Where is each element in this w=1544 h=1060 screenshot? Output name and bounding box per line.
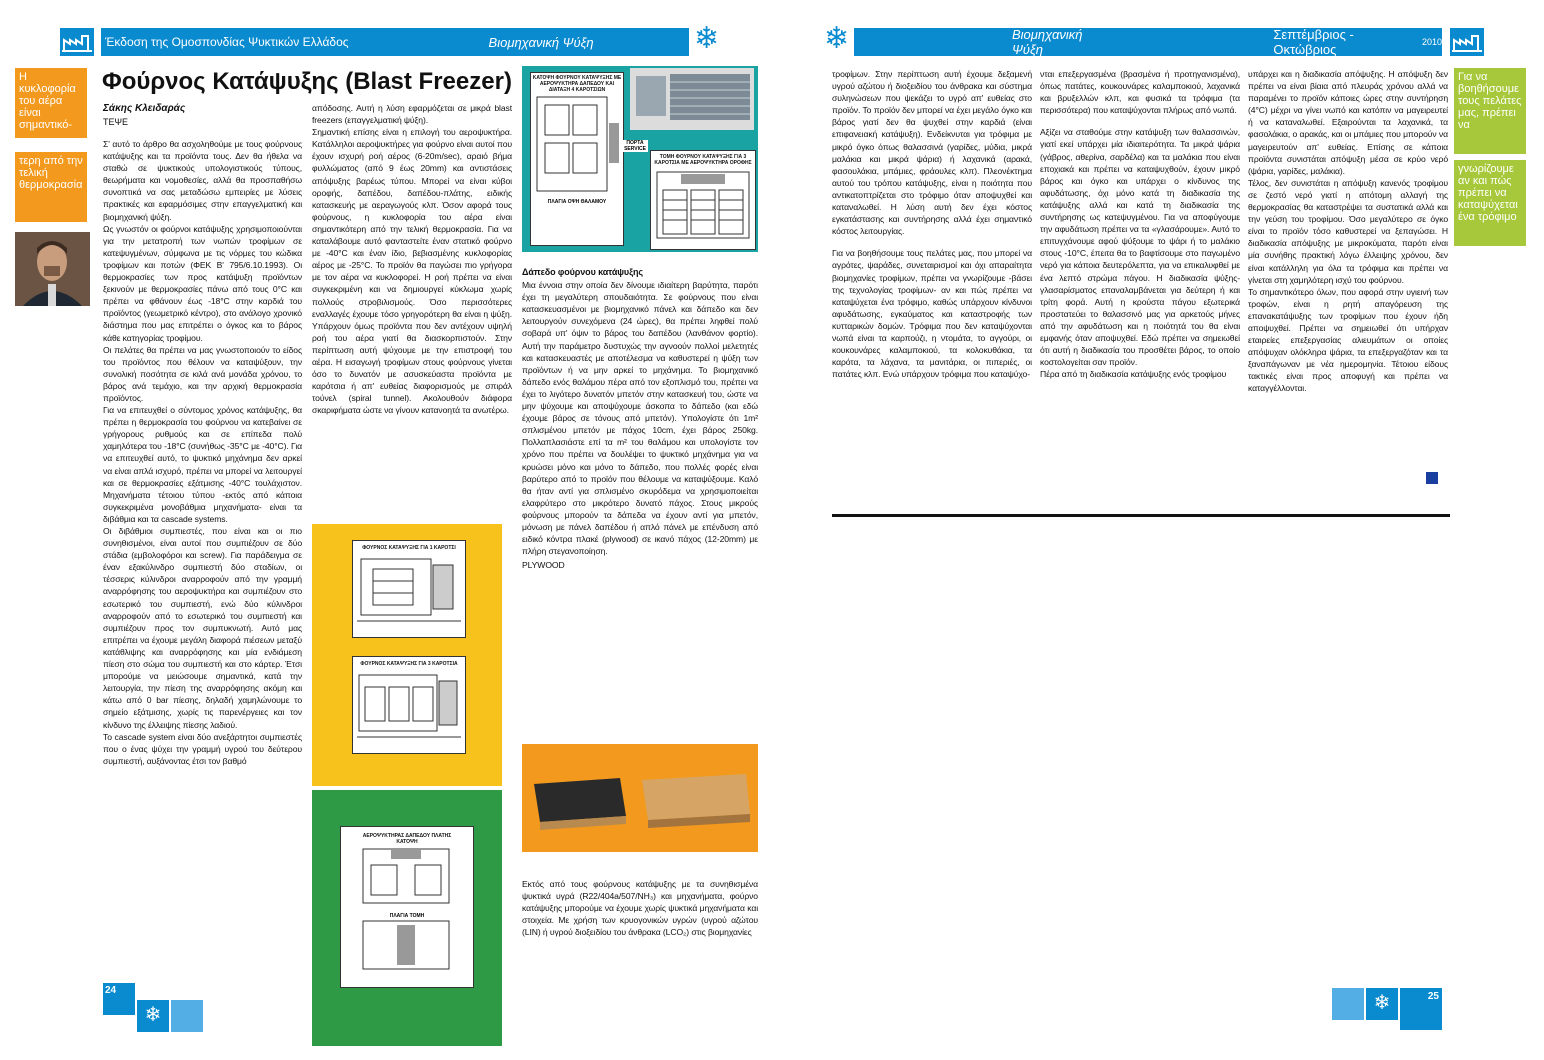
pull-quote-2-text: τερη από την τελική θερμοκρασία [19, 155, 83, 191]
right-header-bar [854, 28, 1442, 56]
snowflake-footer-icon: ❄ [1366, 988, 1398, 1020]
figure-floor-label: ΠΛΑΓΙΑ ΟΨΗ ΘΑΛΑΜΟΥ [547, 199, 607, 205]
left-column-1 [103, 138, 302, 983]
green-figure-panel [312, 790, 502, 1046]
pull-quote-orange-1 [15, 68, 87, 138]
right-column-2 [1040, 68, 1240, 508]
snowflake-icon: ❄ [824, 22, 850, 55]
figure-caption: ΑΕΡΟΨΥΚΤΗΡΑΣ ΔΑΠΕΔΟΥ ΠΛΑΤΗΣ [362, 833, 452, 839]
paragraph: Πέρα από τη διαδικασία κατάψυξης ενός τροφίμου [1040, 369, 1227, 380]
pull-quote-orange-2 [15, 152, 87, 222]
page-number-tile [103, 983, 135, 1015]
issue-date: Σεπτέμβριος - Οκτώβριος [1273, 27, 1354, 57]
factory-logo-icon [1450, 28, 1484, 56]
section-heading: Δάπεδο φούρνου κατάψυξης [522, 267, 643, 277]
article-title: Φούρνος Κατάψυξης (Blast Freezer) [102, 68, 512, 95]
figure-caption: ΦΟΥΡΝΟΣ ΚΑΤΑΨΥΞΗΣ ΓΙΑ 3 ΚΑΡΟΤΣΙΑ [360, 661, 458, 667]
paragraph: απόδοσης. Αυτή η λύση εφαρμόζεται σε μικρά blast freezers (επαγγελματική ψύξη). [312, 103, 512, 126]
paragraph: Μια έννοια στην οποία δεν δίνουμε ιδιαίτερη βαρύτητα, παρότι έχει τη μεγαλύτερη σπουδαιότητα. Σε φούρνους που είναι κατασκευασμένοι με βιομηχανικό πάνελ και δάπεδο και δεν λειτουργούν συνεχόμενα (24 ώρες), θα πρέπει ληφθεί πολύ σοβαρά υπ' όψιν το βάρος του δαπέδου (λανθάνον φορτίο). Αυτή την παράμετρο δυστυχώς την αγνοούν πολλοί μελετητές και κατασκευαστές με αποτέλεσμα να καθυστερεί η ψύξη των προϊόντων ή να μην αρκεί το μηχάνημα. Το βιομηχανικό δάπεδο ενός θαλάμου πέρα από τον εξοπλισμό του, πρέπει να έχει το λιγότερο δυνατόν μπετόν στην κατασκευή του, ώστε να μην ψύχουμε και αποψύχουμε άσκοπα το δάπεδο (και εδώ έχουμε βάρος σε τόνους από μπετόν). Υπολογίστε ότι 1m² σπλισμένου μπετόν με πάχος 10cm, έχει βάρος 250kg. Πολλαπλασιάστε επί τα m² του θαλάμου και υπολογίστε τον χρόνο που πρέπει να δουλέψει το ψυκτικό μηχάνημα για να κρυώσει μόνο και μόνο το δάπεδο, που πολλές φορές είναι βαρύτερο από το προϊόν που θέλουμε να καταψύξουμε. Καλό θα ήταν αντί για σπλισμένο σκυρόδεμα να χρησιμοποιείται ελαφρύτερο στο μικρότερο δυνατό πάχος. Στους μικρούς φούρνους μπορούν τα δάπεδα να έχουν αντί για μπετόν, μόνωση με πάνελ δαπέδου ή απλό πάνελ με επένδυση από ειδικό κόντρα πλακέ (plywood) σε ικανό πάχος (12-20mm) με πλήρη στεγανοποίηση. [522, 280, 758, 557]
photo-blast-freezer [630, 68, 754, 130]
section-title: Βιομηχανική Ψύξη [1012, 27, 1083, 57]
figure-plan-4-carts [530, 72, 624, 246]
paragraph: Οι διβάθμιοι συμπιεστές, που είναι και οι πιο συνηθισμένοι, είναι αυτοί που συμπιέζουν σε δύο στάδια (εμβολοφόροι και screw). Για παράδειγμα σε έναν εξακύλινδρο συμπιεστή δύο σταδίων, οι τέσσερις κύλινδροι αναρροφούν από την γραμμή αναρρόφησης του αεροψυκτήρα και συμπιέζουν στο εσωτερικό του συμπιεστή, ενώ δύο κύλινδροι αναρροφούν από το εσωτερικό του συμπιεστή και συμπιέζουν προς τον συμπυκνωτή. Αυτό μας επιτρέπει να έχουμε μεγάλη διαφορά πιέσεων μεταξύ κατάθλιψης και αναρρόφησης και μία ενδιάμεση πίεση στο σώμα του συμπιεστή και στο κάρτερ. Έτσι μπορούμε να μειώσουμε σημαντικά, κατά την λειτουργία, την πίεση της αναρρόφησης ακόμη και κάτω από 0 bar πίεσης, δηλαδή χαμηλώνουμε το σημείο εξάτμισης, χωρίς τις παρενέργειες και τον κίνδυνο της έλλειψης πίεσης λαδιού. [103, 526, 302, 730]
paragraph: Αξίζει να σταθούμε στην κατάψυξη των θαλασσινών, γιατί εκεί υπάρχει μία ιδιαιτερότητα. Τα μικρά ψάρια (γάβρος, αθερίνα, σαρδέλα) και τα μαλάκια που είναι εποχιακά και πρέπει να καταψυχθούν, έχουν μικρό βάρος και όγκο και υπάρχει ο κίνδυνος της αφυδάτωσης, όχι μόνο κατά τη διαδικασία της κατάψυξης αλλά και κατά τη διαδικασία της συντήρησης ως κατεψυγμένου. Για να αποφύγουμε την αφυδάτωση πρέπει να τα «γλασάρουμε». Αυτό το επιτυγχάνουμε αφού ψύξουμε το ψάρι ή το μαλάκιο στους -10°C, έπειτα θα το βαφτίσουμε στο παγωμένο νερό για κάποια δευτερόλεπτα, για να επικαλυφθεί με ένα λεπτό στρώμα πάγου. Η διαδικασία ψύξης-γλασαρίσματος επαναλαμβάνεται για δεύτερη ή και τρίτη φορά. Αυτή η κρούστα πάγου εξωτερικά προστατεύει το θαλασσινό μας για αρκετούς μήνες από την αφυδάτωση και η ποιότητά του θα είναι εμφανής όταν αποψυχθεί. Εδώ πρέπει να σημειωθεί ότι αυτή η διαδικασία του προσθέτει βάρος, το οποίο κοστολογείται σαν προϊόν. [1040, 127, 1240, 368]
paragraph: Για να επιτευχθεί ο σύντομος χρόνος κατάψυξης, θα πρέπει η θερμοκρασία του φούρνου να κατεβαίνει σε γρήγορους ρυθμούς και σε επίπεδα πολύ χαμηλότερα του -18°C (συνήθως -35°C με -40°C). Για να επιτευχθεί αυτό, το ψυκτικό μηχάνημα δεν αρκεί να είναι απλά ισχυρό, πρέπει να μπορεί να λειτουργεί και σε θερμοκρασίες εξάτμισης -40°C τουλάχιστον. Μηχανήματα τέτοιου τύπου -εκτός από κάποια συγκεκριμένα μονοβάθμια μηχανήματα- είναι τα διβάθμια και τα cascade systems. [103, 405, 302, 524]
plywood-photo [522, 744, 758, 852]
footer-tile [1332, 988, 1364, 1020]
figure-one-cart [352, 540, 466, 638]
figure-subcaption-2: ΠΛΑΓΙΑ ΤΟΜΗ [389, 913, 425, 919]
figure-three-carts [352, 656, 466, 754]
section-title: Βιομηχανική Ψύξη [488, 34, 594, 50]
paragraph: Το cascade system είναι δύο ανεξάρτητοι συμπιεστές που ο ένας ψύχει την γραμμή υγρού του δεύτερου συμπιεστή, αυξάνοντας έτσι τον βαθμό [103, 731, 302, 766]
paragraph: Για να βοηθήσουμε τους πελάτες μας, που μπορεί να αγρότες, ψαράδες, συνεταιρισμοί και όχι απαραίτητα βιομηχανίες τροφίμων, πρέπει να γνωρίζουμε -βάσει της τεχνολογίας τροφίμων- αν και πώς πρέπει να καταψύχεται ένα τρόφιμο, καθώς υπάρχουν κίνδυνοι αφυδάτωσης, εγκαύματος και καταστροφής των κυτταρικών δομών. Τρόφιμα που δεν καταψύχονται νωπά είναι τα καρπούζι, η ντομάτα, το αγγούρι, οι κουκουνάρες καλαμποκιού, τα κολοκυθάκια, τα καρότα, τα λάχανα, τα μανιτάρια, οι πιπεριές, οι πατάτες κλπ. Ενώ υπάρχουν τρόφιμα που καταψύχο- [832, 248, 1032, 380]
figure-caption: ΦΟΥΡΝΟΣ ΚΑΤΑΨΥΞΗΣ ΓΙΑ 1 ΚΑΡΟΤΣΙ [362, 545, 456, 551]
pull-quote-1-text: Για να βοηθήσουμε τους πελάτες μας, πρέπει να [1458, 71, 1522, 131]
right-logo [1450, 28, 1484, 56]
pull-quote-green-1 [1454, 68, 1526, 154]
paragraph: νται επεξεργασμένα (βρασμένα ή προτηγανισμένα), όπως πατάτες, κουκουνάρες καλαμποκιού, λαχανικά και βρυξελλών κλπ, και φυσικά τα τρόφιμα (τα περισσότερα) που καταψύχονται πλήρως από νωπά. [1040, 69, 1240, 116]
paragraph: Το σημαντικότερο όλων, που αφορά στην υγιεινή των τροφών, είναι η ρητή απαγόρευση της επανακατάψυξης των τροφίμων που έχουν ήδη αποψυχθεί. Πρέπει να σημειωθεί ότι υπήρχαν εταιρείες επεξεργασίας αλιευμάτων οι οποίες απόψυχαν ολόκληρα ψάρια, τα επεξεργαζόταν και τα ξαναπάγωναν με νέα ημερομηνία. Τέτοιου είδους τακτικές είναι προς αποφυγή και πρέπει να καταγγέλλονται. [1248, 286, 1448, 394]
author-role: ΤΕΨΕ [103, 117, 129, 127]
figure-floor-cooler [340, 826, 474, 988]
paragraph: Οι πελάτες θα πρέπει να μας γνωστοποιούν το είδος του προϊόντος που θέλουν να καταψύξουν, την συνολική ποσότητα σε κιλά ανά μονάδα χρόνου, το βάρος ανά τεμάχιο, και την αρχική θερμοκρασία προϊόντος. [103, 344, 302, 403]
teal-figure-panel [522, 66, 758, 252]
page-number: 25 [1427, 991, 1439, 1002]
paragraph: Σημαντική επίσης είναι η επιλογή του αεροψυκτήρα. Κατάλληλοι αεροψυκτήρες για φούρνο είναι αυτοί που έχουν ισχυρή ροή αέρος (6-20m/sec), αραιό βήμα φυλλώματος (από 9 έως 20mm) και αντιστάσεις απόψυξης βαρέως τύπου. Μπορεί να είναι κύβοι οροφής, δαπέδου, δαπέδου-πλάτης, ειδικής κατασκευής με αεραγωγούς κλπ. Όσον αφορά τους φούρνους, η κυκλοφορία του αέρα είναι σημαντικότερη από την τελική θερμοκρασία. Για να καταλάβουμε αυτό φανταστείτε έναν στατικό φούρνο με -40°C και έναν ίδιο, βεβιασμένης κυκλοφορίας αέρος με -25°C. Το προϊόν θα παγώσει πιο γρήγορα με τον αέρα να κυκλοφορεί. Η ροή πρέπει να είναι συγκεκριμένη και να δημιουργεί κύκλωμα χωρίς πολλούς στροβιλισμούς. Όσο περισσότερες εναλλαγές έχουμε τόσο γρηγορότερη θα είναι η ψύξη. Υπάρχουν όμως προϊόντα που δεν αντέχουν υψηλή ροή του αέρα γιατί θα διασκορπιστούν. Στην περίπτωση αυτή ψύχουμε με την επιστροφή του αέρα. Η εισαγωγή τροφίμων στους φούρνους γίνεται όσο το δυνατόν με ασυσκεύαστα προϊόντα με καρότσια ή απ' ευθείας διαφορισμούς με σπιράλ τούνελ (spiral tunnel). Ακολουθούν διάφορα σκαριφήματα ώστε να γίνουν κατανοητά τα ανωτέρω. [312, 127, 512, 416]
left-header-bar [101, 28, 689, 56]
figure-caption: ΤΟΜΗ ΦΟΥΡΝΟΥ ΚΑΤΑΨΥΞΗΣ ΓΙΑ 3 ΚΑΡΟΤΣΙΑ ΜΕ ΑΕΡΟΨΥΚΤΗΡΑ ΟΡΟΦΗΣ [654, 154, 752, 166]
paragraph: Ως γνωστόν οι φούρνοι κατάψυξης χρησιμοποιούνται για την μετατροπή των νωπών τροφίμων σε κατεψυγμένων, σύμφωνα με τις νόρμες του κώδικα τροφίμων και ποτών (ΦΕΚ Β' 795/6.10.1993). Οι θερμοκρασίες των προς κατάψυξη προϊόντων ξεκινούν με θερμοκρασίες πάνω από τους 0°C και πρέπει να φθάνουν έως -18°C στην καρδιά του προϊόντος (γεωμετρικό κέντρο), στο ανάλογο χρονικό διάστημα που μας επιτρέπει ο όγκος και το βάρος κάθε κατηγορίας τροφίμου. [103, 223, 302, 343]
door-label: ΠΟΡΤΑ SERVICE [622, 140, 648, 152]
publisher-text: Έκδοση της Ομοσπονδίας Ψυκτικών Ελλάδος [105, 35, 349, 49]
pull-quote-green-2 [1454, 160, 1526, 246]
factory-logo-icon [60, 28, 94, 56]
figure-section-3-carts [650, 150, 756, 250]
page-number: 24 [105, 985, 117, 996]
plywood-label: PLYWOOD [522, 560, 565, 571]
paragraph: Εκτός από τους φούρνους κατάψυξης με τα συνηθισμένα ψυκτικά υγρά (R22/404a/507/NH₃) και μηχανήματα, φούρνο κατάψυξης μπορούμε να έχουμε χωρίς ψυκτικά μηχανήματα και στοιχεία. Με χρήση των κρυογονικών υγρών (υγρού αζώτου (LIN) ή υγρού διοξειδίου του άνθρακα (LCO₂) στις βιομηχανίες [522, 879, 758, 938]
left-column-3-bottom [522, 878, 758, 978]
divider-rule [832, 514, 1450, 517]
author-name: Σάκης Κλειδαράς [103, 103, 186, 114]
figure-caption: ΚΑΤΟΨΗ ΦΟΥΡΝΟΥ ΚΑΤΑΨΥΞΗΣ ΜΕ ΑΕΡΟΨΥΚΤΗΡΑ ΔΑΠΕΔΟΥ ΚΑΙ ΔΙΑΤΑΞΗ 4 ΚΑΡΟΤΣΙΩΝ [532, 75, 622, 93]
author-photo [15, 232, 90, 306]
pull-quote-2-text: γνωρίζουμε αν και πώς πρέπει να καταψύχεται ένα τρόφιμο [1458, 163, 1518, 223]
right-column-3 [1248, 68, 1448, 508]
left-column-3 [522, 264, 758, 734]
paragraph: υπάρχει και η διαδικασία απόψυξης. Η απόψυξη δεν πρέπει να είναι βίαια από πλευράς χρόνου αλλά να παραμένει το προϊόν κάποιες ώρες στην συντήρηση (4°C) μέχρι να γίνει νωπό και κατόπιν να μαγειρευτεί ή να καταναλωθεί. Εξαιρούνται τα λαχανικά, τα φασολάκια, ο αρακάς, και οι μπάμιες που μπορούν να μαγειρευτούν απ' ευθείας. Επίσης σε κάποια προϊόντα συνιστάται απόψυξη μέσα σε κρύο νερό (ψάρια, γαρίδες, μαλάκια). [1248, 69, 1448, 176]
yellow-figure-panel [312, 524, 502, 786]
footer-tile [171, 1000, 203, 1032]
right-page [772, 0, 1544, 1060]
paragraph: Τέλος, δεν συνιστάται η απόψυξη κανενός τροφίμου σε ζεστό νερό γιατί η απότομη αλλαγή της θερμοκρασίας θα καταστρέψει τα συστατικά αλλά και την γεύση του τροφίμου. Όσο μεγαλύτερο σε όγκο είναι το προϊόν τόσο καθυστερεί να ξεπαγώσει. Η διαδικασία απόψυξης με μικροκύματα, παρότι είναι μία συνήθης πρακτική λόγω έλλειψης χρόνου, δεν είναι κατάλληλη για όλα τα τρόφιμα και πρέπει να γίνεται στη χαμηλότερη ισχύ του φούρνου. [1248, 177, 1448, 285]
right-column-1 [832, 68, 1032, 508]
paragraph: τροφίμων. Στην περίπτωση αυτή έχουμε δεξαμενή υγρού αζώτου ή διοξειδίου του άνθρακα και σύστημα συληνώσεων που ψεκάζει το υγρό απ' ευθείας στο προϊόν. Το προϊόν δεν μπορεί να έχει μεγάλο όγκο και βάρος γιατί δεν θα ψυχθεί στην καρδιά (είναι επιφανειακή κατάψυξη). Ενδείκνυται για τρόφιμα με μικρό όγκο όπως θαλασσινά (γαρίδες, μύδια, μικρά μαλάκια και μικρά ψάρια) ή λαχανικά (αρακά, φασουλάκια, μπάμιες, φράουλες κλπ). Πλεονέκτημα αυτού του τρόπου κατάψυξης, είναι η ποιότητα που αντικατοπτρίζεται στο τρόφιμο όταν αποψυχθεί και καταναλωθεί. Η λύση αυτή δεν έχει κόστος εγκατάστασης και συντήρησης αλλά έχει σημαντικό κόστος λειτουργίας. [832, 69, 1032, 237]
orange-plywood-panel [522, 744, 758, 852]
paragraph: Σ' αυτό το άρθρο θα ασχοληθούμε με τους φούρνους κατάψυξης και τα προϊόντα τους. Δεν θα ήθελα να σταθώ σε ψυκτικούς υπολογιστικούς τύπους, θεωρήματα και νομοθεσίες, αλλά θα προσπαθήσω συνοπτικά να σας μεταδώσω εμπειρίες με λύσεις πρακτικές και εφαρμόσιμες στην επαγγελματική και βιομηχανική ψύξη. [103, 139, 302, 222]
page-number-tile [1400, 988, 1442, 1030]
left-column-2 [312, 102, 512, 522]
left-logo [60, 28, 94, 56]
snowflake-footer-icon: ❄ [137, 1000, 169, 1032]
end-mark-icon [1426, 472, 1438, 484]
issue-year: 2010 [1421, 37, 1442, 47]
figure-subcaption: ΚΑΤΟΨΗ [396, 839, 418, 845]
snowflake-icon: ❄ [694, 22, 720, 55]
pull-quote-1-text: Η κυκλοφορία του αέρα είναι σημαντικό- [19, 71, 76, 131]
